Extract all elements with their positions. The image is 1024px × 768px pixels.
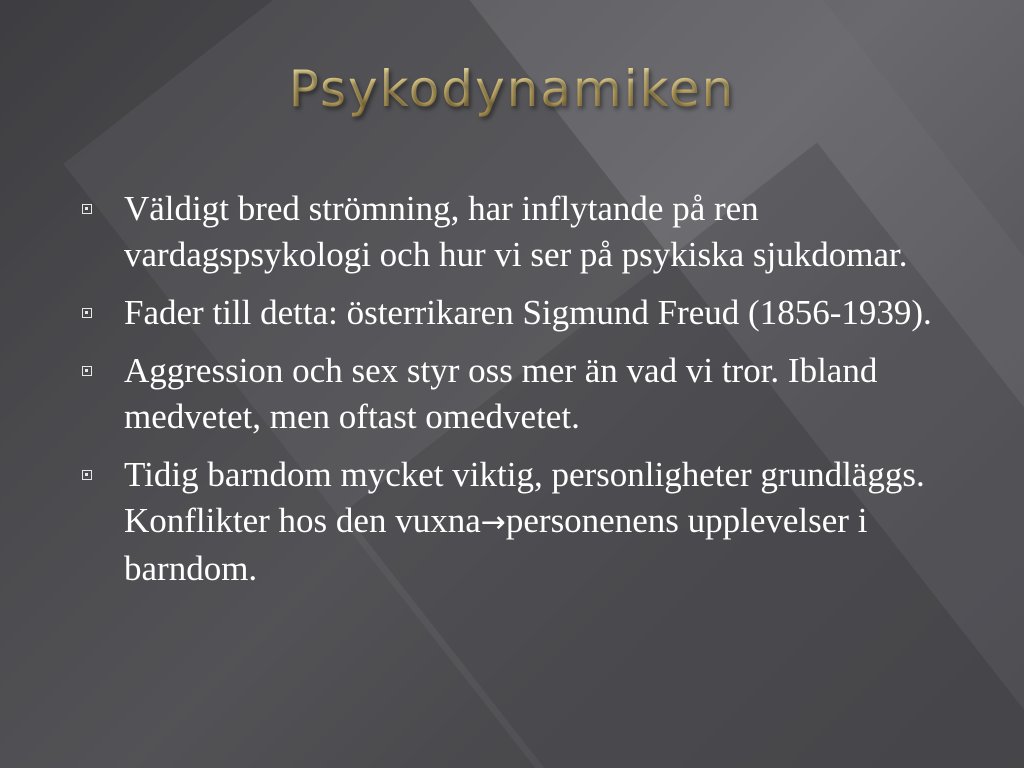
bullet-item — [82, 348, 962, 440]
bullet-item — [82, 452, 962, 592]
square-bullet-icon — [82, 366, 92, 376]
bullet-text: Fader till detta: österrikaren Sigmund Freud (1856-1939). — [124, 293, 932, 332]
bullet-item — [82, 290, 962, 336]
square-bullet-icon — [82, 204, 92, 214]
bullet-text: Aggression och sex styr oss mer än vad vi tror. Ibland medvetet, men oftast omedvetet. — [124, 351, 878, 436]
bullet-text-after: personenens upplevelser i barndom. — [124, 501, 868, 588]
bullet-text-before: Tidig barndom mycket viktig, personligheter grundläggs. Konflikter hos den vuxna — [124, 455, 925, 540]
slide-title: Psykodynamiken — [0, 60, 1024, 118]
bullet-item — [82, 186, 962, 278]
square-bullet-icon — [82, 308, 92, 318]
bullet-list — [82, 186, 962, 604]
right-arrow-icon: → — [480, 505, 506, 540]
bullet-text: Väldigt bred strömning, har inflytande på ren vardagspsykologi och hur vi ser på psykiska sjukdomar. — [124, 189, 908, 274]
square-bullet-icon — [82, 470, 92, 480]
